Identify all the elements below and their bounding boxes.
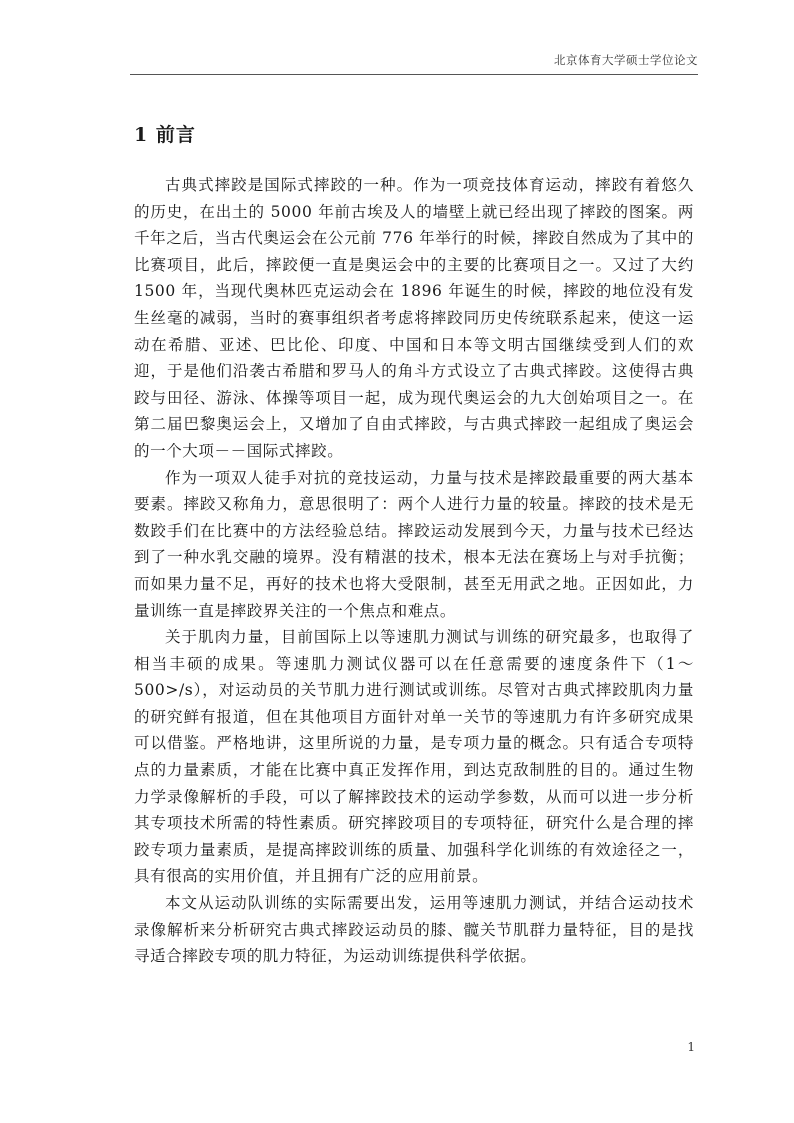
section-heading: 1 前言 [134,124,196,146]
header-divider [130,74,698,75]
header-title: 北京体育大学硕士学位论文 [554,53,698,67]
paragraph-4: 本文从运动队训练的实际需要出发，运用等速肌力测试，并结合运动技术录像解析来分析研究古典式摔跤运动员的膝、髋关节肌群力量特征，目的是找寻适合摔跤专项的肌力特征，为运动训练提供科学依据。 [134,894,694,966]
body-text [134,172,694,970]
paragraph-2: 作为一项双人徒手对抗的竞技运动，力量与技术是摔跤最重要的两大基本要素。摔跤又称角力，意思很明了：两个人进行力量的较量。摔跤的技术是无数跤手们在比赛中的方法经验总结。摔跤运动发展到今天，力量与技术已经达到了一种水乳交融的境界。没有精湛的技术，根本无法在赛场上与对手抗衡；而如果力量不足，再好的技术也将大受限制，甚至无用武之地。正因如此，力量训练一直是摔跤界关注的一个焦点和难点。 [134,468,694,620]
paragraph-1: 古典式摔跤是国际式摔跤的一种。作为一项竞技体育运动，摔跤有着悠久的历史，在出土的 5000 年前古埃及人的墙壁上就已经出现了摔跤的图案。两千年之后，当古代奥运会在公元前 776 年举行的时候，摔跤自然成为了其中的比赛项目，此后，摔跤便一直是奥运会中的主要的比赛项目之一。又过了大约 1500 年，当现代奥林匹克运动会在 1896 年诞生的时候，摔跤的地位没有发生丝毫的减弱，当时的赛事组织者考虑将摔跤同历史传统联系起来，使这一运动在希腊、亚述、巴比伦、印度、中国和日本等文明古国继续受到人们的欢迎，于是他们沿袭古希腊和罗马人的角斗方式设立了古典式摔跤。这使得古典跤与田径、游泳、体操等项目一起，成为现代奥运会的九大创始项目之一。在第二届巴黎奥运会上，又增加了自由式摔跤，与古典式摔跤一起组成了奥运会的一个大项－－国际式摔跤。 [134,176,694,460]
paragraph-3: 关于肌肉力量，目前国际上以等速肌力测试与训练的研究最多，也取得了相当丰硕的成果。等速肌力测试仪器可以在任意需要的速度条件下（1～500>/s），对运动员的关节肌力进行测试或训练。尽管对古典式摔跤肌肉力量的研究鲜有报道，但在其他项目方面针对单一关节的等速肌力有许多研究成果可以借鉴。严格地讲，这里所说的力量，是专项力量的概念。只有适合专项特点的力量素质，才能在比赛中真正发挥作用，到达克敌制胜的目的。通过生物力学录像解析的手段，可以了解摔跤技术的运动学参数，从而可以进一步分析其专项技术所需的特性素质。研究摔跤项目的专项特征，研究什么是合理的摔跤专项力量素质，是提高摔跤训练的质量、加强科学化训练的有效途径之一，具有很高的实用价值，并且拥有广泛的应用前景。 [134,628,694,886]
page-number: 1 [687,1040,695,1054]
